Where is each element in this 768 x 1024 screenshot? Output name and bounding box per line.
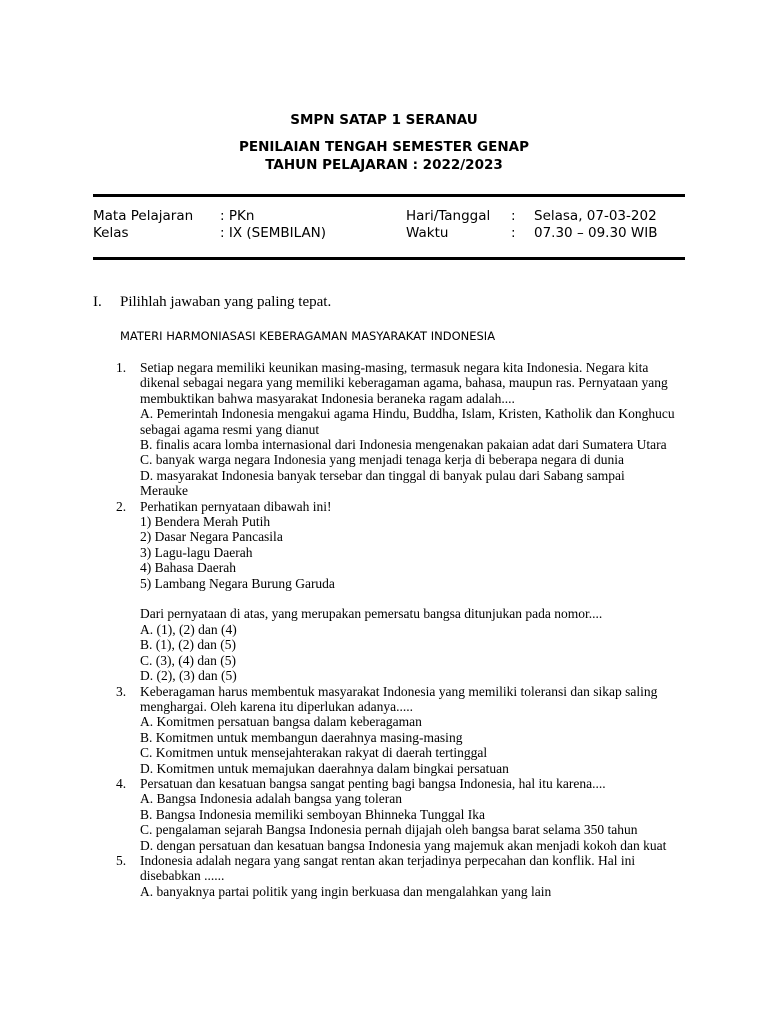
question-text: Indonesia adalah negara yang sangat rentan akan terjadinya perpecahan dan konflik. Hal ini disebabkan ...... (140, 852, 636, 884)
spacer (140, 591, 676, 606)
option-a: A. (1), (2) dan (4) (140, 621, 237, 637)
top-rule (93, 194, 685, 197)
statement-5: 5) Lambang Negara Burung Garuda (140, 575, 335, 591)
subject-value: : PKn (220, 208, 255, 224)
subject-label: Mata Pelajaran (93, 208, 194, 224)
time-colon: : (511, 225, 516, 241)
question-number: 3. (116, 683, 127, 699)
question-5 (116, 853, 676, 899)
option-c: C. Komitmen untuk mensejahterakan rakyat di daerah tertinggal (140, 745, 488, 761)
option-b: B. Bangsa Indonesia memiliki semboyan Bhinneka Tunggal Ika (140, 806, 485, 822)
question-3 (116, 684, 676, 776)
exam-title-line-2: TAHUN PELAJARAN : 2022/2023 (265, 157, 503, 173)
option-b: B. (1), (2) dan (5) (140, 637, 236, 653)
option-b: B. finalis acara lomba internasional dari Indonesia mengenakan pakaian adat dari Sumatera Utara (140, 437, 667, 453)
day-value: Selasa, 07-03-202 (534, 208, 657, 224)
day-colon: : (511, 208, 516, 224)
option-a: A. Pemerintah Indonesia mengakui agama Hindu, Buddha, Islam, Kristen, Katholik dan Konghucu sebagai agama resmi yang dianut (140, 406, 675, 437)
section-instruction: Pilihlah jawaban yang paling tepat. (120, 294, 332, 310)
option-d: D. dengan persatuan dan kesatuan bangsa Indonesia yang majemuk akan menjadi kokoh dan kuat (140, 837, 667, 853)
class-label: Kelas (93, 225, 129, 241)
question-2 (116, 499, 676, 684)
question-number: 5. (116, 852, 127, 868)
option-b: B. Komitmen untuk membangun daerahnya masing-masing (140, 729, 463, 745)
question-number: 1. (116, 360, 127, 375)
option-a: A. banyaknya partai politik yang ingin berkuasa dan mengalahkan yang lain (140, 883, 552, 899)
option-c: C. (3), (4) dan (5) (140, 652, 236, 668)
question-1 (116, 360, 676, 499)
statement-3: 3) Lagu-lagu Daerah (140, 544, 253, 560)
bottom-rule (93, 257, 685, 260)
option-c: C. banyak warga negara Indonesia yang menjadi tenaga kerja di beberapa negara di dunia (140, 452, 625, 468)
question-number: 2. (116, 498, 127, 514)
info-row-2 (93, 225, 693, 242)
statement-4: 4) Bahasa Daerah (140, 560, 236, 576)
statement-1: 1) Bendera Merah Putih (140, 514, 271, 530)
question-list (116, 360, 676, 899)
question-number: 4. (116, 775, 127, 791)
time-label: Waktu (406, 225, 449, 241)
materi-heading: MATERI HARMONIASASI KEBERAGAMAN MASYARAKAT INDONESIA (120, 329, 496, 343)
exam-info (93, 208, 693, 242)
day-label: Hari/Tanggal (406, 208, 491, 224)
question-text: Setiap negara memiliki keunikan masing-masing, termasuk negara kita Indonesia. Negara kita dikenal sebagai negara yang memiliki keberagaman agama, bahasa, maupun ras. Pernyataan yang membuktikan bahwa masyarakat Indonesia beraneka ragam adalah.... (140, 360, 668, 406)
school-name: SMPN SATAP 1 SERANAU (290, 112, 478, 128)
question-text: Perhatikan pernyataan dibawah ini! (140, 498, 332, 514)
option-a: A. Bangsa Indonesia adalah bangsa yang toleran (140, 791, 403, 807)
statement-2: 2) Dasar Negara Pancasila (140, 529, 283, 545)
option-a: A. Komitmen persatuan bangsa dalam keberagaman (140, 714, 422, 730)
class-value: : IX (SEMBILAN) (220, 225, 327, 241)
exam-title (0, 138, 768, 174)
exam-title-line-1: PENILAIAN TENGAH SEMESTER GENAP (238, 139, 529, 155)
option-d: D. Komitmen untuk memajukan daerahnya dalam bingkai persatuan (140, 760, 509, 776)
section-number: I. (93, 294, 102, 310)
question-prompt: Dari pernyataan di atas, yang merupakan pemersatu bangsa ditunjukan pada nomor.... (140, 606, 603, 622)
option-d: D. masyarakat Indonesia banyak tersebar dan tinggal di banyak pulau dari Sabang sampai Merauke (140, 467, 625, 499)
question-text: Keberagaman harus membentuk masyarakat Indonesia yang memiliki toleransi dan sikap saling menghargai. Oleh karena itu diperlukan adanya..... (140, 683, 658, 714)
option-c: C. pengalaman sejarah Bangsa Indonesia pernah dijajah oleh bangsa barat selama 350 tahun (140, 822, 638, 838)
option-d: D. (2), (3) dan (5) (140, 668, 237, 684)
info-row-1 (93, 208, 693, 225)
question-text: Persatuan dan kesatuan bangsa sangat penting bagi bangsa Indonesia, hal itu karena.... (140, 775, 606, 791)
time-value: 07.30 – 09.30 WIB (534, 225, 658, 241)
question-4 (116, 776, 676, 853)
